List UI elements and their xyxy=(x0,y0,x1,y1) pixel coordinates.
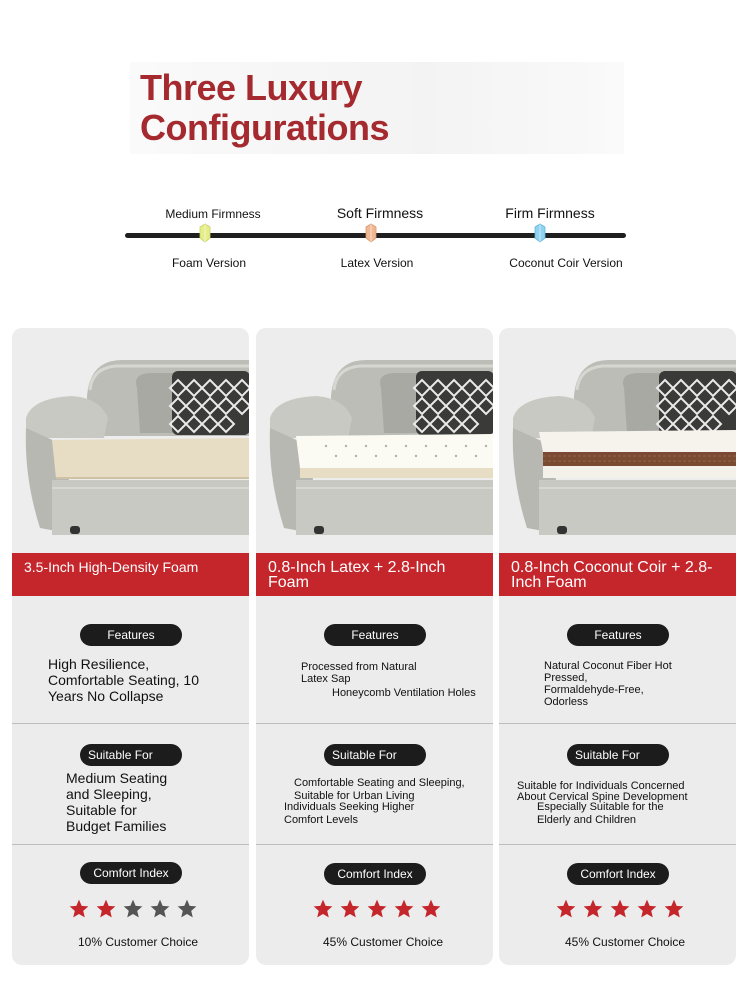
title-line-2: Configurations xyxy=(140,107,389,148)
title-line-1: Three Luxury xyxy=(140,67,363,108)
feature-line: Pressed, xyxy=(544,672,588,684)
star-filled-icon xyxy=(68,898,90,920)
star-filled-icon xyxy=(555,898,577,920)
star-filled-icon xyxy=(366,898,388,920)
spec-band xyxy=(12,553,249,596)
sofa-image xyxy=(12,328,249,553)
star-filled-icon xyxy=(95,898,117,920)
features-list xyxy=(48,656,199,704)
customer-choice: 45% Customer Choice xyxy=(323,935,444,949)
suitable-line: Suitable for Urban Living xyxy=(294,790,415,802)
comfort-pill: Comfort Index xyxy=(567,863,669,885)
suitable-line: Suitable for xyxy=(66,802,137,818)
star-filled-icon xyxy=(609,898,631,920)
features-pill: Features xyxy=(80,624,182,646)
customer-choice: 10% Customer Choice xyxy=(78,935,199,949)
star-filled-icon xyxy=(393,898,415,920)
features-list xyxy=(544,660,672,708)
divider xyxy=(12,844,249,845)
spec-band xyxy=(499,553,736,596)
suitable-list xyxy=(66,770,167,834)
suitable-line: Comfortable Seating and Sleeping, xyxy=(294,777,465,789)
scale-sublabel-foam: Foam Version xyxy=(171,256,247,270)
comfort-rating xyxy=(312,898,442,920)
firmness-scale xyxy=(0,195,750,285)
suitable-line: Budget Families xyxy=(66,818,167,834)
star-filled-icon xyxy=(636,898,658,920)
feature-line: Latex Sap xyxy=(301,673,351,685)
comfort-rating xyxy=(68,898,198,920)
feature-line: Formaldehyde-Free, xyxy=(544,684,644,696)
feature-line: Natural Coconut Fiber Hot xyxy=(544,660,672,672)
sofa-image xyxy=(256,328,493,553)
spec-band xyxy=(256,553,493,596)
scale-sublabel-coconut: Coconut Coir Version xyxy=(509,256,623,270)
comfort-rating xyxy=(555,898,685,920)
star-filled-icon xyxy=(663,898,685,920)
sofa-image xyxy=(499,328,736,553)
feature-line: Processed from Natural xyxy=(301,661,417,673)
suitable-line: Individuals Seeking Higher xyxy=(284,801,415,813)
scale-label-medium: Medium Firmness xyxy=(165,207,261,221)
spec-band-text: 3.5-Inch High-Density Foam xyxy=(24,559,199,575)
divider xyxy=(499,723,736,724)
spec-band-text: 0.8-Inch Coconut Coir + 2.8-Inch Foam xyxy=(511,559,713,591)
suitable-pill: Suitable For xyxy=(80,744,182,766)
star-filled-icon xyxy=(339,898,361,920)
title-block xyxy=(130,62,624,154)
feature-line: Odorless xyxy=(544,696,589,708)
suitable-line: Comfort Levels xyxy=(284,814,358,826)
cube-icon xyxy=(533,223,547,243)
page-title xyxy=(140,68,389,148)
star-filled-icon xyxy=(582,898,604,920)
suitable-pill: Suitable For xyxy=(567,744,669,766)
divider xyxy=(12,723,249,724)
feature-line: Comfortable Seating, 10 xyxy=(48,672,199,688)
star-empty-icon xyxy=(122,898,144,920)
suitable-pill: Suitable For xyxy=(324,744,426,766)
scale-sublabel-latex: Latex Version xyxy=(340,256,414,270)
features-pill: Features xyxy=(567,624,669,646)
spec-band-text: 0.8-Inch Latex + 2.8-Inch Foam xyxy=(268,559,446,591)
suitable-line: Especially Suitable for the xyxy=(537,801,664,813)
config-card-latex xyxy=(256,328,493,965)
features-list xyxy=(301,661,417,685)
config-card-coconut xyxy=(499,328,736,965)
feature-line: Years No Collapse xyxy=(48,688,164,704)
divider xyxy=(499,844,736,845)
suitable-line: Medium Seating xyxy=(66,770,168,786)
suitable-line: Suitable for Individuals Concerned xyxy=(517,780,685,792)
comfort-pill: Comfort Index xyxy=(80,862,182,884)
divider xyxy=(256,723,493,724)
comfort-pill: Comfort Index xyxy=(324,863,426,885)
scale-label-firm: Firm Firmness xyxy=(505,205,595,221)
suitable-line: and Sleeping, xyxy=(66,786,152,802)
customer-choice: 45% Customer Choice xyxy=(565,935,686,949)
star-empty-icon xyxy=(176,898,198,920)
suitable-line: About Cervical Spine Development xyxy=(517,791,688,803)
cube-icon xyxy=(198,223,212,243)
scale-label-soft: Soft Firmness xyxy=(336,205,424,221)
suitable-line: Elderly and Children xyxy=(537,814,637,826)
feature-line: High Resilience, xyxy=(48,656,150,672)
star-filled-icon xyxy=(420,898,442,920)
divider xyxy=(256,844,493,845)
feature-line: Honeycomb Ventilation Holes xyxy=(332,687,476,699)
star-filled-icon xyxy=(312,898,334,920)
config-card-foam xyxy=(12,328,249,965)
cube-icon xyxy=(364,223,378,243)
features-pill: Features xyxy=(324,624,426,646)
star-empty-icon xyxy=(149,898,171,920)
